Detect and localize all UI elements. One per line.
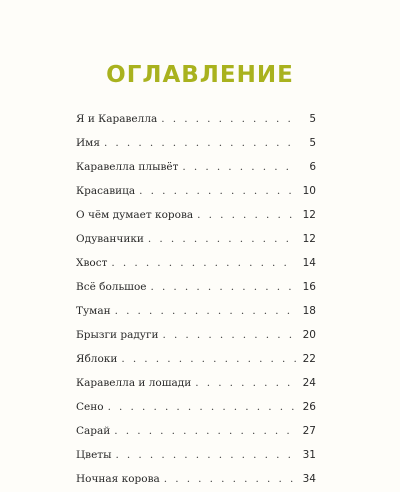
toc-entry-title: Туман: [76, 305, 111, 317]
toc-entry: [76, 161, 316, 185]
toc-leader-dots: [162, 329, 296, 341]
toc-entry-page: 26: [302, 401, 316, 413]
toc-entry-title: Каравелла и лошади: [76, 377, 192, 389]
toc-entry-title: Имя: [76, 137, 100, 149]
toc-entry-page: 20: [302, 329, 316, 341]
toc-leader-dots: [111, 257, 296, 269]
toc-entry-title: Брызги радуги: [76, 329, 159, 341]
toc-entry-page: 24: [302, 377, 316, 389]
toc-leader-dots: [114, 425, 296, 437]
toc-entry-title: Я и Каравелла: [76, 113, 158, 125]
toc-leader-dots: [121, 353, 296, 365]
toc-entry-page: 31: [302, 449, 316, 461]
toc-entry: [76, 401, 316, 425]
toc-entry: [76, 137, 316, 161]
toc-leader-dots: [115, 305, 296, 317]
toc-entry-title: Одуванчики: [76, 233, 144, 245]
toc-entry-page: 22: [302, 353, 316, 365]
toc-entry: [76, 281, 316, 305]
toc-entry-title: Каравелла плывёт: [76, 161, 179, 173]
toc-leader-dots: [161, 113, 296, 125]
toc-leader-dots: [139, 185, 296, 197]
toc-entry: [76, 233, 316, 257]
toc-entry-page: 34: [302, 473, 316, 485]
toc-entry-title: Ночная корова: [76, 473, 160, 485]
toc-entry-title: Яблоки: [76, 353, 118, 365]
toc-entry: [76, 185, 316, 209]
toc-entry: [76, 473, 316, 492]
toc-entry-title: Цветы: [76, 449, 112, 461]
toc-entry-page: 5: [309, 137, 316, 149]
toc-entry: [76, 209, 316, 233]
toc-entry-page: 12: [302, 233, 316, 245]
toc-entry-page: 18: [302, 305, 316, 317]
toc-entry: [76, 425, 316, 449]
toc-leader-dots: [108, 401, 296, 413]
toc-leader-dots: [182, 161, 296, 173]
toc-entry-page: 10: [302, 185, 316, 197]
table-of-contents: [76, 113, 316, 492]
page-title: ОГЛАВЛЕНИЕ: [106, 62, 294, 88]
toc-leader-dots: [104, 137, 296, 149]
toc-entry-title: Сарай: [76, 425, 111, 437]
toc-leader-dots: [197, 209, 296, 221]
toc-leader-dots: [150, 281, 296, 293]
toc-entry-page: 27: [302, 425, 316, 437]
toc-leader-dots: [164, 473, 296, 485]
toc-entry-page: 5: [309, 113, 316, 125]
toc-entry-title: Сено: [76, 401, 104, 413]
toc-entry: [76, 449, 316, 473]
toc-entry-page: 6: [309, 161, 316, 173]
toc-entry: [76, 329, 316, 353]
toc-leader-dots: [115, 449, 296, 461]
toc-entry: [76, 113, 316, 137]
toc-entry: [76, 305, 316, 329]
toc-entry-title: Красавица: [76, 185, 136, 197]
toc-entry-page: 14: [302, 257, 316, 269]
toc-leader-dots: [148, 233, 296, 245]
toc-entry-title: Всё большое: [76, 281, 147, 293]
toc-entry: [76, 353, 316, 377]
toc-entry-title: О чём думает корова: [76, 209, 194, 221]
toc-entry-page: 16: [302, 281, 316, 293]
toc-entry: [76, 377, 316, 401]
toc-entry: [76, 257, 316, 281]
toc-leader-dots: [195, 377, 296, 389]
toc-entry-title: Хвост: [76, 257, 108, 269]
toc-entry-page: 12: [302, 209, 316, 221]
